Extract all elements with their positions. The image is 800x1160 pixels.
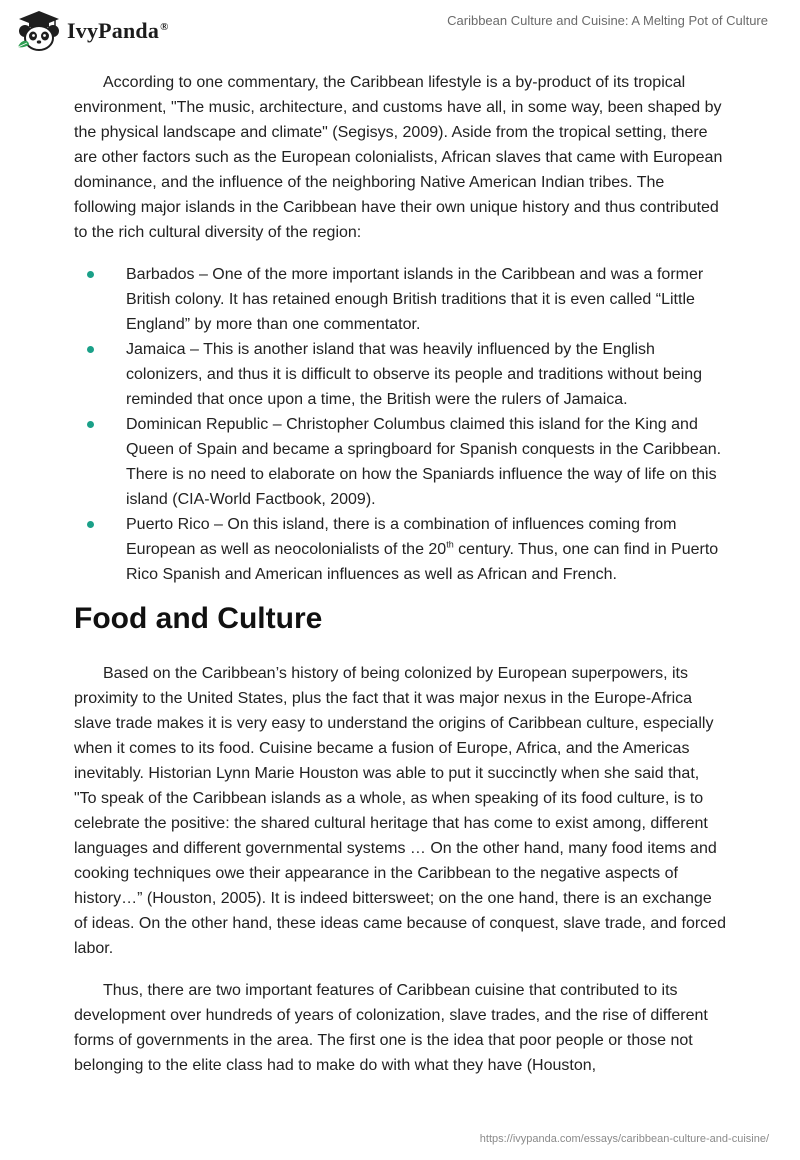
body-paragraph: Based on the Caribbean’s history of being colonized by European superpowers, its proximity to the United States, plus the fact that it was major nexus in the Europe-Africa slave trade makes it is very easy to understand the origins of Caribbean culture, especially when it comes to its food. Cuisine became a fusion of Europe, Africa, and the Americas inevitably. Historian Lynn Marie Houston was able to put it succinctly when she said that, "To speak of the Caribbean islands as a whole, as when speaking of its food culture, is to celebrate the positive: the shared cultural heritage that has come to exist among, different languages and different governmental systems … On the other hand, many food items and cooking techniques owe their appearance in the Caribbean to the negative aspects of history…” (Houston, 2005). It is indeed bittersweet; on the one hand, there is an exchange of ideas. On the other hand, these ideas came because of conquest, slave trade, and forced labor. — [74, 665, 726, 957]
panda-graduate-icon — [15, 9, 63, 53]
list-item — [74, 412, 726, 512]
brand-name: IvyPanda® — [67, 18, 169, 43]
list-item-text: Puerto Rico – On this island, there is a combination of influences coming from European as well as neocolonialists of the 20th century. Thus, one can find in Puerto Rico Spanish and American influences as well as African and French. — [126, 516, 719, 583]
document-title: Caribbean Culture and Cuisine: A Melting Pot of Culture — [447, 13, 768, 28]
intro-paragraph: According to one commentary, the Caribbean lifestyle is a by-product of its tropical environment, "The music, architecture, and customs have all, in some way, been shaped by the physical landscape and climate" (Segisys, 2009). Aside from the tropical setting, there are other factors such as the European colonialists, African slaves that came with European dominance, and the influence of the neighboring Native American Indian tribes. The following major islands in the Caribbean have their own unique history and thus contributed to the rich cultural diversity of the region: — [74, 74, 723, 241]
source-url[interactable]: https://ivypanda.com/essays/caribbean-culture-and-cuisine/ — [479, 1133, 769, 1145]
body-paragraph: Thus, there are two important features of Caribbean cuisine that contributed to its development over hundreds of years of colonization, slave trades, and the rise of different forms of governments in the area. The first one is the idea that poor people or those not belonging to the elite class had to make do with what they have (Houston, — [74, 982, 708, 1074]
section-heading: Food and Culture — [74, 602, 323, 635]
list-item-text: Dominican Republic – Christopher Columbus claimed this island for the King and Queen of Spain and became a springboard for Spanish conquests in the Caribbean. There is no need to elaborate on how the Spaniards influence the way of life on this island (CIA-World Factbook, 2009). — [126, 416, 722, 508]
list-item-text: Jamaica – This is another island that was heavily influenced by the English colonizers, and thus it is difficult to observe its people and traditions without being reminded that once upon a time, the British were the rulers of Jamaica. — [126, 341, 703, 408]
list-item — [74, 262, 726, 337]
bullet-icon — [87, 346, 94, 353]
page-header — [0, 0, 800, 62]
bullet-icon — [87, 271, 94, 278]
islands-list — [74, 262, 726, 587]
list-item — [74, 337, 726, 412]
brand-logo[interactable] — [15, 9, 169, 53]
bullet-icon — [87, 521, 94, 528]
registered-mark: ® — [160, 20, 169, 33]
essay-content — [74, 70, 726, 1095]
list-item — [74, 512, 726, 587]
list-item-text: Barbados – One of the more important islands in the Caribbean and was a former British colony. It has retained enough British traditions that it is even called “Little England” by more than one commentator. — [126, 266, 704, 333]
bullet-icon — [87, 421, 94, 428]
